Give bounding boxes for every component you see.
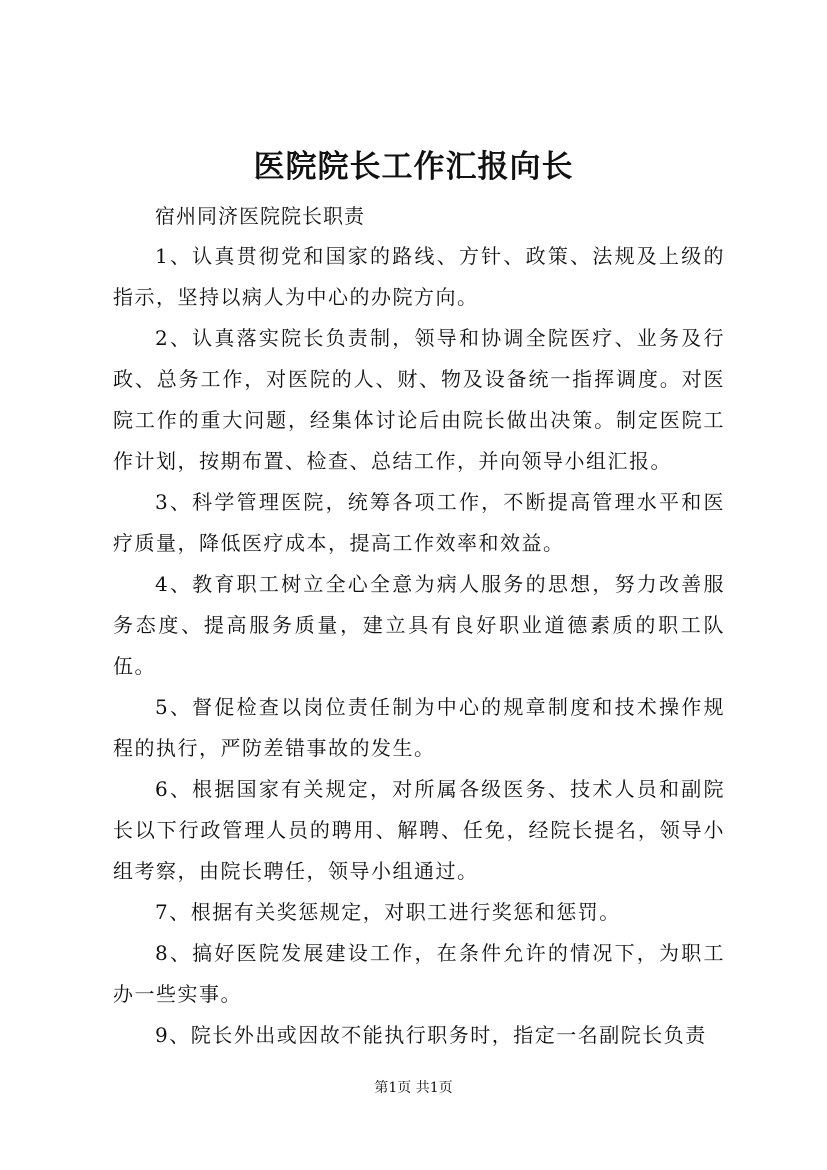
paragraph-1: 1、认真贯彻党和国家的路线、方针、政策、法规及上级的指示，坚持以病人为中心的办院方向。 <box>113 244 725 309</box>
page-footer: 第1页 共1页 <box>374 1080 453 1096</box>
paragraph-9: 9、院长外出或因故不能执行职务时，指定一名副院长负责 <box>155 1023 707 1047</box>
document-body <box>113 236 725 1056</box>
paragraph-2: 2、认真落实院长负责制，领导和协调全院医疗、业务及行政、总务工作，对医院的人、财、物及设备统一指挥调度。对医院工作的重大问题，经集体讨论后由院长做出决策。制定医院工作计划，按期布置、检查、总结工作，并向领导小组汇报。 <box>113 326 725 473</box>
paragraph-7: 7、根据有关奖惩规定，对职工进行奖惩和惩罚。 <box>155 900 621 924</box>
paragraph-4: 4、教育职工树立全心全意为病人服务的思想，努力改善服务态度、提高服务质量，建立具有良好职业道德素质的职工队伍。 <box>113 572 725 678</box>
paragraph-5: 5、督促检查以岗位责任制为中心的规章制度和技术操作规程的执行，严防差错事故的发生。 <box>113 695 725 760</box>
paragraph-3: 3、科学管理医院，统筹各项工作，不断提高管理水平和医疗质量，降低医疗成本，提高工作效率和效益。 <box>113 490 725 555</box>
paragraph-6: 6、根据国家有关规定，对所属各级医务、技术人员和副院长以下行政管理人员的聘用、解聘、任免，经院长提名，领导小组考察，由院长聘任，领导小组通过。 <box>113 777 725 883</box>
paragraph-8: 8、搞好医院发展建设工作，在条件允许的情况下，为职工办一些实事。 <box>113 941 725 1006</box>
document-subtitle: 宿州同济医院院长职责 <box>155 204 365 228</box>
document-title: 医院院长工作汇报向长 <box>253 149 574 185</box>
